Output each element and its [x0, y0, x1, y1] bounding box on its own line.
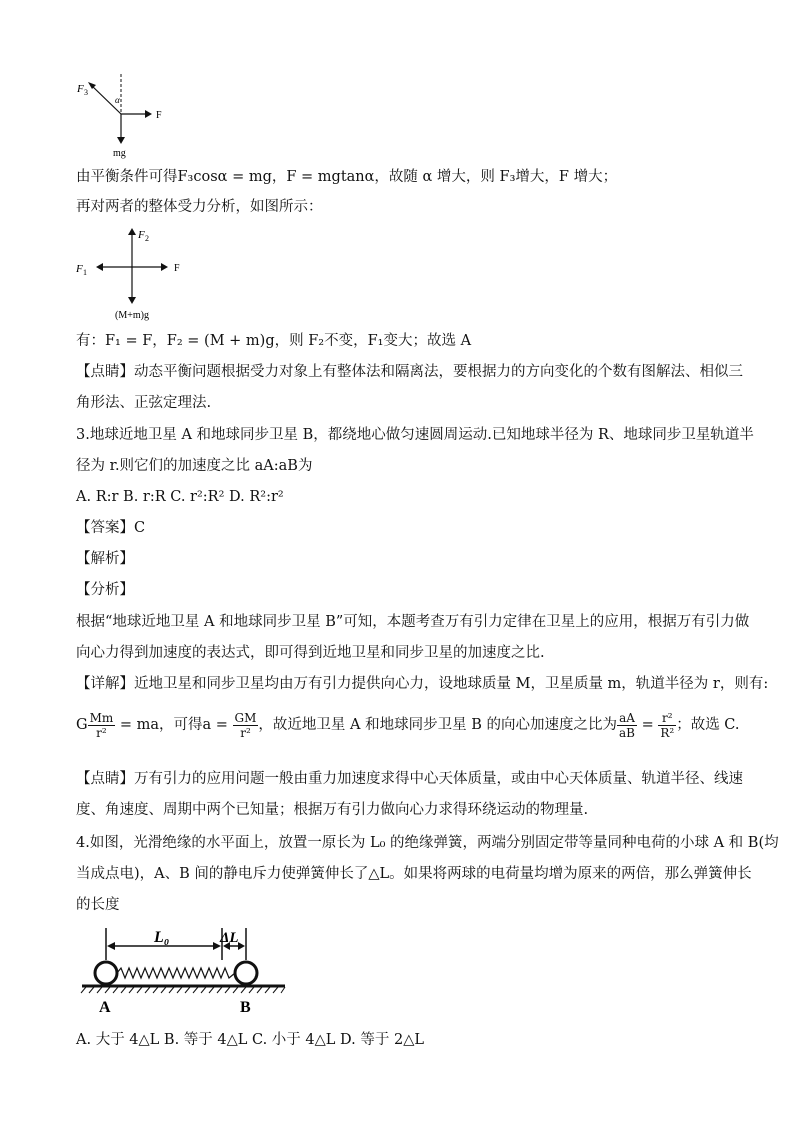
delta-l-label: ΔL: [220, 930, 239, 946]
fraction-gm-r2: $\frac{GM}{\text{r²}}$: [234, 710, 257, 740]
ball-b: [235, 962, 257, 984]
text-line-17: 度、角速度、周期中两个已知量；根据万有引力做向心力求得环绕运动的物理量.: [76, 802, 589, 818]
question-4-line-2: 当成点电)，A、B 间的静电斥力使弹簧伸长了△L。如果将两球的电荷量均增为原来的两倍，那么弹簧伸长: [76, 866, 752, 882]
l0-label: L₀: [154, 929, 170, 946]
f-label-2: F: [174, 263, 180, 274]
formula-mid: ，故近地卫星 A 和地球同步卫星 B 的向心加速度之比为: [258, 717, 617, 733]
text-line-13: 向心力得到加速度的表达式，即可得到近地卫星和同步卫星的加速度之比.: [76, 645, 545, 661]
spring-diagram: [80, 920, 290, 1020]
analysis-sub-tag: 【分析】: [76, 582, 134, 598]
text-line-16: 【点睛】万有引力的应用问题一般由重力加速度求得中心天体质量，或由中心天体质量、轨道半径、线速: [76, 771, 743, 787]
ball-b-label: B: [240, 999, 251, 1016]
force-diagram-1: [70, 70, 180, 160]
f2-subscript: 2: [145, 234, 149, 243]
text-line-4: 【点睛】动态平衡问题根据受力对象上有整体法和隔离法，要根据力的方向变化的个数有图解法、相似三: [76, 364, 743, 380]
force-diagram-2: [70, 222, 200, 322]
alpha-label: α: [115, 95, 120, 105]
f1-label: F: [76, 263, 83, 275]
f2-label: F: [138, 229, 145, 241]
fraction-aa-ab: $\frac{aA}{aB}$: [618, 710, 635, 740]
spring: [117, 968, 235, 978]
analysis-tag: 【解析】: [76, 551, 134, 567]
formula-eq3: =: [636, 717, 659, 733]
text-line-14: 【详解】近地卫星和同步卫星均由万有引力提供向心力，设地球质量 M，卫星质量 m，轨道半径为 r，则有:: [76, 676, 769, 692]
ball-a: [95, 962, 117, 984]
question-4-options: A. 大于 4△L B. 等于 4△L C. 小于 4△L D. 等于 2△L: [76, 1032, 424, 1048]
question-4-line-1: 4.如图，光滑绝缘的水平面上，放置一原长为 L₀ 的绝缘弹簧，两端分别固定带等量同种电荷的小球 A 和 B(均: [76, 835, 779, 851]
question-3-options: A. R:r B. r:R C. r²:R² D. R²:r²: [76, 489, 284, 505]
f1-subscript: 1: [83, 268, 87, 277]
f3-subscript: 3: [84, 88, 88, 97]
text-line-12: 根据“地球近地卫星 A 和地球同步卫星 B”可知，本题考查万有引力定律在卫星上的应用，根据万有引力做: [76, 614, 750, 630]
text-line-3: 有：F₁ = F，F₂ = (M + m)g，则 F₂不变，F₁变大；故选 A: [76, 333, 472, 349]
formula-line: [76, 708, 740, 742]
question-3-line-2: 径为 r.则它们的加速度之比 aA:aB为: [76, 458, 313, 474]
text-line-2: 再对两者的整体受力分析，如图所示：: [76, 199, 323, 215]
ball-a-label: A: [99, 999, 111, 1016]
text-line-5: 角形法、正弦定理法.: [76, 395, 212, 411]
f3-label: F: [77, 83, 84, 95]
fraction-r2-R2: $\frac{\text{r²}}{\text{R²}}$: [660, 710, 675, 740]
text-line-1: 由平衡条件可得F₃cosα = mg，F = mgtanα，故随 α 增大，则 F₃增大，F 增大；: [76, 169, 618, 185]
f-label: F: [156, 110, 162, 121]
question-3-line-1: 3.地球近地卫星 A 和地球同步卫星 B，都绕地心做匀速圆周运动.已知地球半径为 R、地球同步卫星轨道半: [76, 427, 754, 443]
question-4-line-3: 的长度: [76, 897, 120, 913]
formula-g: G: [76, 717, 88, 733]
fraction-mm-r2: $\frac{Mm}{\text{r²}}$: [89, 710, 114, 740]
weight-label: (M+m)g: [115, 310, 149, 321]
mg-label: mg: [113, 148, 126, 159]
formula-tail: ；故选 C.: [676, 717, 740, 733]
formula-eq1: = ma，可得a =: [115, 717, 233, 733]
answer-tag: 【答案】C: [76, 520, 146, 536]
